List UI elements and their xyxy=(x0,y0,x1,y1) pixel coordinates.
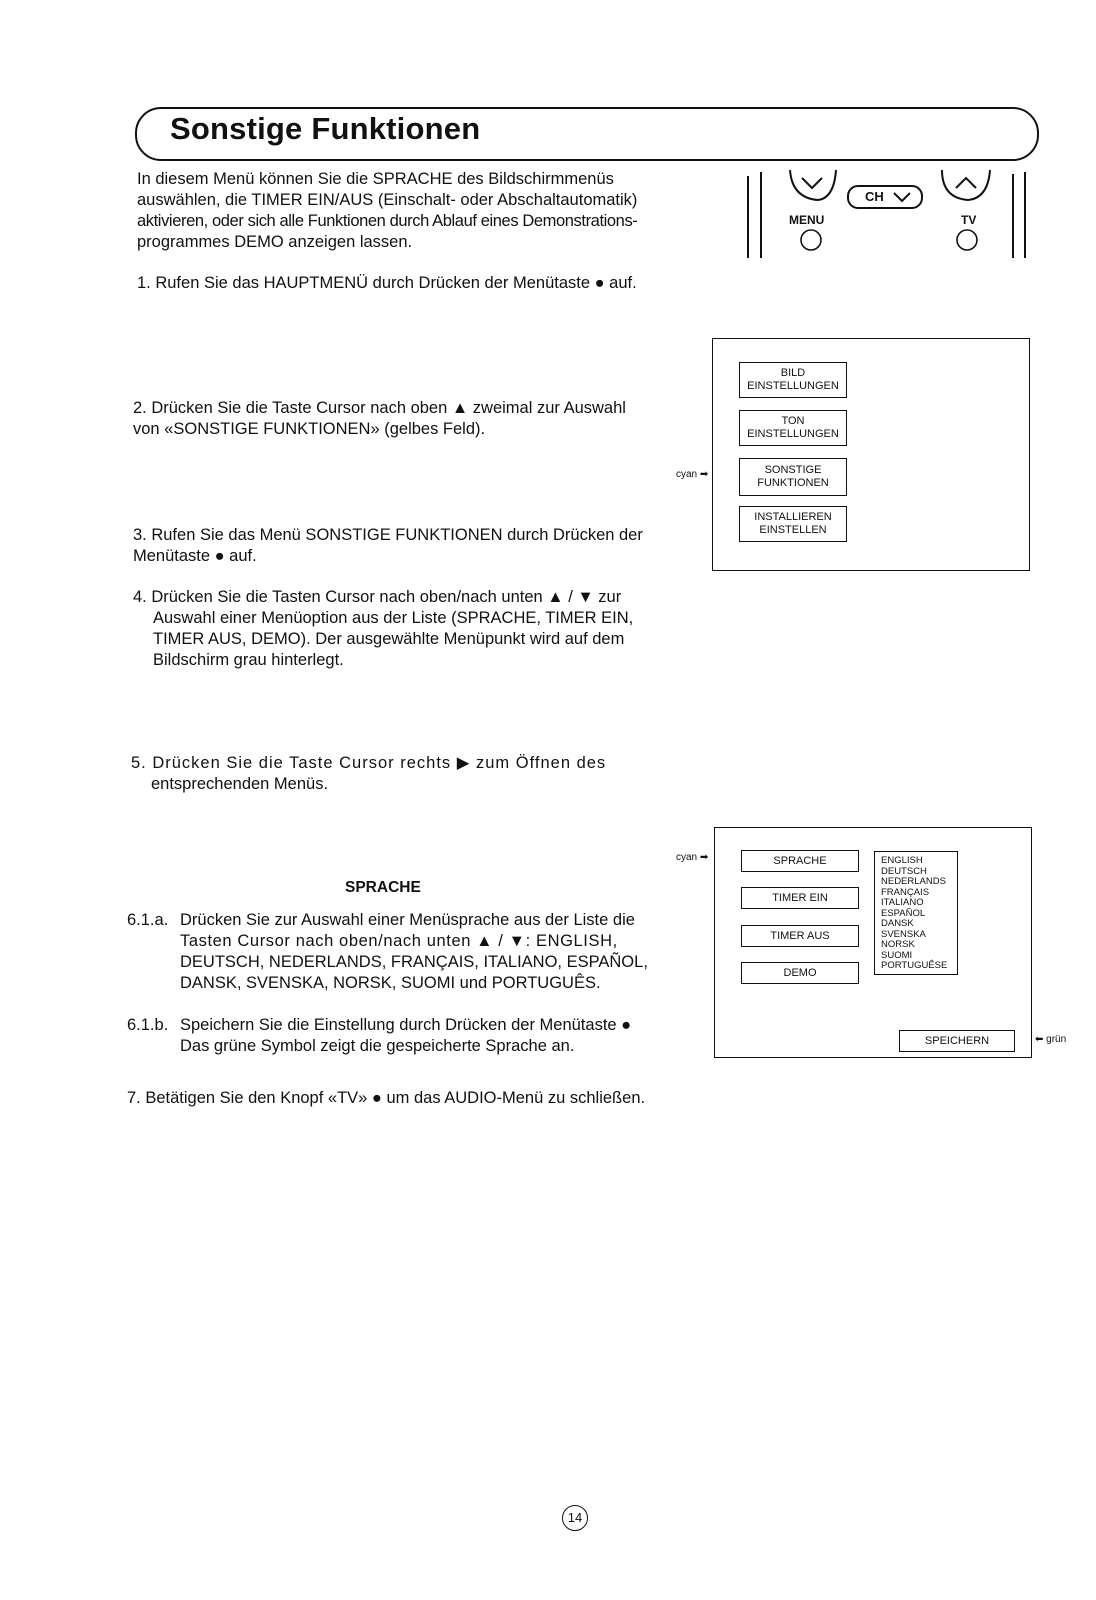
ch-label: CH xyxy=(865,189,884,204)
step-line: Das grüne Symbol zeigt die gespeicherte Sprache an. xyxy=(180,1037,575,1055)
language-item: ITALIANO xyxy=(881,897,924,908)
menu-item-line: SONSTIGE xyxy=(764,464,822,476)
intro-line: programmes DEMO anzeigen lassen. xyxy=(137,233,413,251)
language-item: ENGLISH xyxy=(881,855,923,866)
language-item: NORSK xyxy=(881,939,915,950)
menu-item-ton-einstellungen xyxy=(739,410,847,446)
language-item: DANSK xyxy=(881,918,914,929)
step-line: TIMER AUS, DEMO). Der ausgewählte Menüpunkt wird auf dem xyxy=(153,630,625,648)
step-line: Speichern Sie die Einstellung durch Drücken der Menütaste ● xyxy=(180,1016,632,1034)
language-item: SUOMI xyxy=(881,949,913,961)
language-item: SVENSKA xyxy=(881,928,926,940)
page-title: Sonstige Funktionen xyxy=(170,111,481,146)
menu-label: MENU xyxy=(789,213,825,227)
submenu-item-demo: DEMO xyxy=(741,962,859,984)
cyan-marker: cyan ➡ xyxy=(676,852,709,863)
green-marker: ⬅ grün xyxy=(1035,1034,1067,1045)
step-line: Drücken Sie zur Auswahl einer Menüsprache aus der Liste die xyxy=(180,911,635,929)
menu-item-line: TON xyxy=(781,415,805,427)
step-line: 2. Drücken Sie die Taste Cursor nach oben ▲ zweimal zur Auswahl xyxy=(133,399,626,417)
language-list xyxy=(874,851,958,975)
step-line: entsprechenden Menüs. xyxy=(151,775,329,793)
intro-line: auswählen, die TIMER EIN/AUS (Einschalt- oder Abschaltautomatik) xyxy=(137,191,638,209)
step-line: 4. Drücken Sie die Tasten Cursor nach oben/nach unten ▲ / ▼ zur xyxy=(133,588,622,606)
step-2 xyxy=(133,398,673,440)
step-line: Menütaste ● auf. xyxy=(133,547,257,565)
menu-item-line: BILD xyxy=(780,367,806,379)
language-item: PORTUGUÊSE xyxy=(881,960,948,971)
save-button: SPEICHERN xyxy=(899,1030,1015,1052)
language-item: ESPAÑOL xyxy=(881,907,926,919)
step-line: 3. Rufen Sie das Menü SONSTIGE FUNKTIONEN durch Drücken der xyxy=(133,526,643,544)
language-item: NEDERLANDS xyxy=(881,876,946,887)
step-3 xyxy=(133,525,673,567)
step-6-1-b xyxy=(180,1015,660,1057)
page-number: 14 xyxy=(562,1505,588,1531)
cyan-marker: cyan ➡ xyxy=(676,469,709,480)
menu-item-line: EINSTELLUNGEN xyxy=(747,380,839,392)
step-line: DANSK, SVENSKA, NORSK, SUOMI und PORTUGUÊS. xyxy=(180,974,601,992)
step-1: 1. Rufen Sie das HAUPTMENÜ durch Drücken der Menütaste ● auf. xyxy=(137,274,637,292)
menu-item-line: INSTALLIEREN xyxy=(754,511,832,523)
sprache-heading: SPRACHE xyxy=(345,879,421,896)
step-line: Tasten Cursor nach oben/nach unten ▲ / ▼: ENGLISH, xyxy=(180,932,618,950)
tv-label: TV xyxy=(961,213,977,227)
step-6-1-a xyxy=(180,910,660,994)
menu-item-bild-einstellungen xyxy=(739,362,847,398)
menu-item-line: EINSTELLUNGEN xyxy=(747,428,839,440)
language-item: DEUTSCH xyxy=(881,865,927,877)
step-4 xyxy=(133,587,663,671)
submenu-item-timer-aus: TIMER AUS xyxy=(741,925,859,947)
language-item: FRANÇAIS xyxy=(881,886,930,898)
step-line: von «SONSTIGE FUNKTIONEN» (gelbes Feld). xyxy=(133,420,486,438)
submenu-item-sprache: SPRACHE xyxy=(741,850,859,872)
step-7: 7. Betätigen Sie den Knopf «TV» ● um das AUDIO-Menü zu schließen. xyxy=(127,1089,646,1107)
intro-paragraph xyxy=(137,169,667,253)
menu-item-sonstige-funktionen xyxy=(739,458,847,496)
menu-item-installieren-einstellen xyxy=(739,506,847,542)
menu-item-line: FUNKTIONEN xyxy=(757,477,829,489)
step-line: 5. Drücken Sie die Taste Cursor rechts ▶ zum Öffnen des xyxy=(131,754,607,772)
step-line: DEUTSCH, NEDERLANDS, FRANÇAIS, ITALIANO, ESPAÑOL, xyxy=(180,953,648,971)
step-line: Bildschirm grau hinterlegt. xyxy=(153,651,344,669)
menu-item-line: EINSTELLEN xyxy=(759,524,827,536)
step-5 xyxy=(131,753,671,795)
intro-line: aktivieren, oder sich alle Funktionen durch Ablauf eines Demonstrations- xyxy=(137,212,638,230)
step-6-1-a-label: 6.1.a. xyxy=(127,911,169,929)
submenu-item-timer-ein: TIMER EIN xyxy=(741,887,859,909)
step-6-1-b-label: 6.1.b. xyxy=(127,1016,169,1034)
intro-line: In diesem Menü können Sie die SPRACHE des Bildschirmmenüs xyxy=(137,170,614,188)
step-line: Auswahl einer Menüoption aus der Liste (SPRACHE, TIMER EIN, xyxy=(153,609,634,627)
